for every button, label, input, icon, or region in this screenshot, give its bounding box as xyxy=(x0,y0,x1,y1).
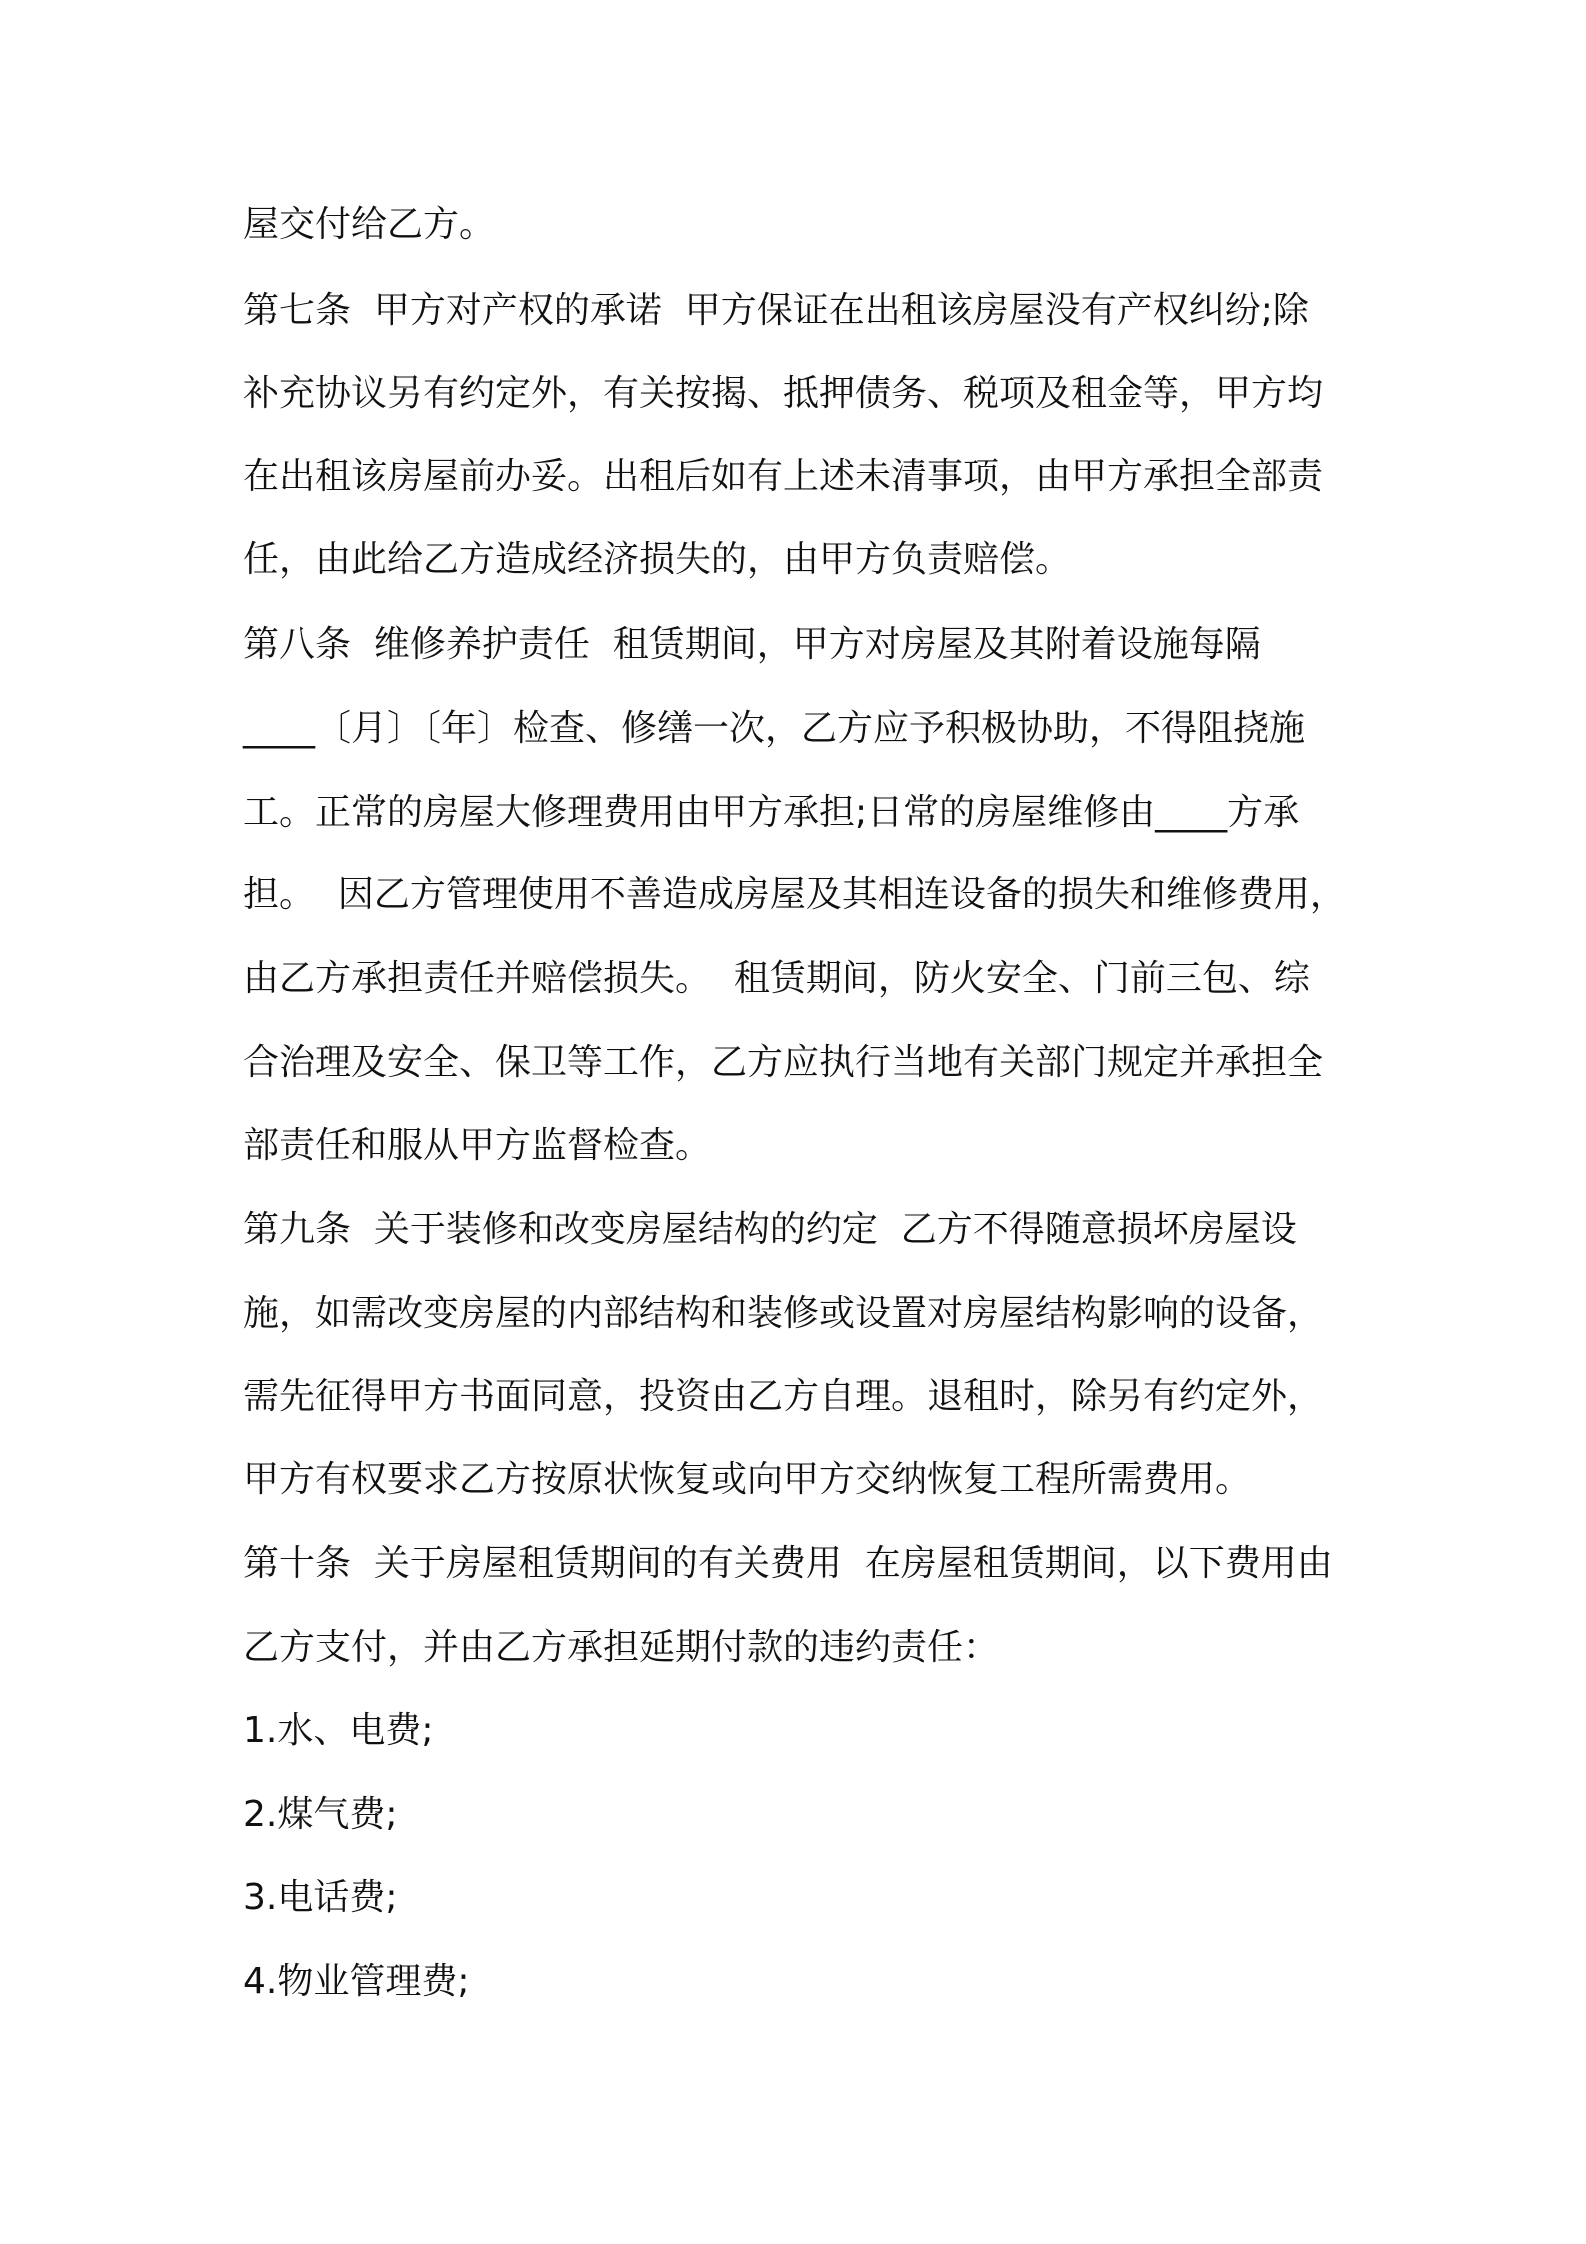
text-line-21: 3.电话费; xyxy=(243,1877,398,1918)
text-line-16: 甲方有权要求乙方按原状恢复或向甲方交纳恢复工程所需费用。 xyxy=(243,1459,1252,1500)
text-line-22: 4.物业管理费; xyxy=(243,1961,470,2002)
text-line-10: 由乙方承担责任并赔偿损失。 租赁期间，防火安全、门前三包、综 xyxy=(243,958,1310,999)
text-line-18: 乙方支付，并由乙方承担延期付款的违约责任： xyxy=(243,1627,1000,1668)
text-line-2: 第七条 甲方对产权的承诺 甲方保证在出租该房屋没有产权纠纷;除 xyxy=(243,290,1309,331)
text-line-19: 1.水、电费; xyxy=(243,1710,434,1751)
text-line-5: 任，由此给乙方造成经济损失的，由甲方负责赔偿。 xyxy=(243,539,1072,580)
text-line-14: 施，如需改变房屋的内部结构和装修或设置对房屋结构影响的设备， xyxy=(243,1293,1324,1334)
text-line-11: 合治理及安全、保卫等工作，乙方应执行当地有关部门规定并承担全 xyxy=(243,1042,1324,1083)
text-line-7: ____〔月〕〔年〕检查、修缮一次，乙方应予积极协助，不得阻挠施 xyxy=(243,708,1306,749)
text-line-15: 需先征得甲方书面同意，投资由乙方自理。退租时，除另有约定外， xyxy=(243,1376,1324,1417)
text-line-20: 2.煤气费; xyxy=(243,1794,398,1835)
text-line-9: 担。 因乙方管理使用不善造成房屋及其相连设备的损失和维修费用， xyxy=(243,874,1346,915)
text-line-6: 第八条 维修养护责任 租赁期间，甲方对房屋及其附着设施每隔 xyxy=(243,624,1261,665)
text-line-3: 补充协议另有约定外，有关按揭、抵押债务、税项及租金等，甲方均 xyxy=(243,373,1324,414)
text-line-8: 工。正常的房屋大修理费用由甲方承担;日常的房屋维修由____方承 xyxy=(243,792,1300,833)
text-line-4: 在出租该房屋前办妥。出租后如有上述未清事项，由甲方承担全部责 xyxy=(243,456,1324,497)
text-line-13: 第九条 关于装修和改变房屋结构的约定 乙方不得随意损坏房屋设 xyxy=(243,1209,1297,1250)
text-line-17: 第十条 关于房屋租赁期间的有关费用 在房屋租赁期间，以下费用由 xyxy=(243,1543,1333,1584)
text-line-1: 屋交付给乙方。 xyxy=(243,204,496,245)
text-line-12: 部责任和服从甲方监督检查。 xyxy=(243,1125,712,1166)
